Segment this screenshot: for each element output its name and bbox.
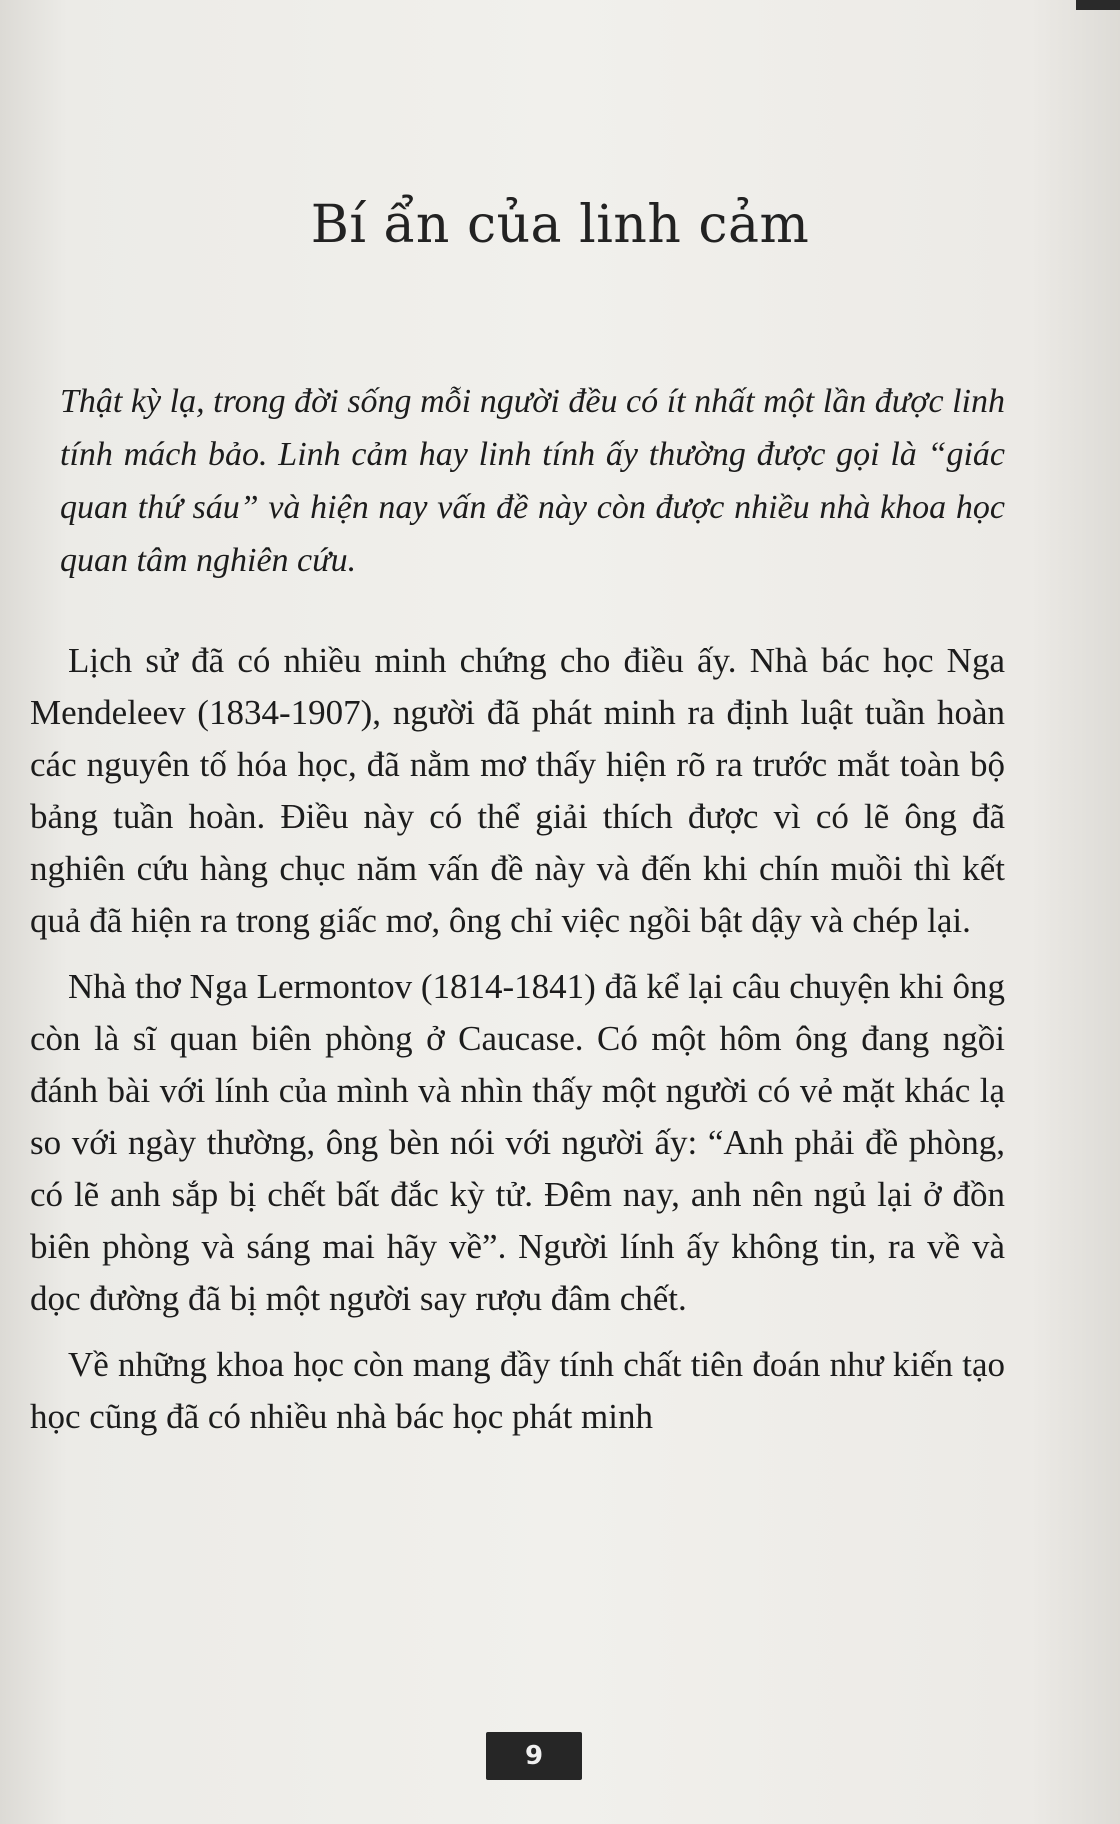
corner-shadow: [1076, 0, 1120, 10]
page-number: 9: [524, 1741, 544, 1771]
intro-paragraph: Thật kỳ lạ, trong đời sống mỗi người đều có ít nhất một lần được linh tính mách bảo. Linh cảm hay linh tính ấy thường được gọi là “giác quan thứ sáu” và hiện nay vấn đề này còn được nhiều nhà khoa học quan tâm nghiên cứu.: [60, 383, 1005, 579]
paragraph-3: Về những khoa học còn mang đầy tính chất tiên đoán như kiến tạo học cũng đã có nhiều nhà bác học phát minh: [30, 1345, 1005, 1436]
paragraph-1: Lịch sử đã có nhiều minh chứng cho điều ấy. Nhà bác học Nga Mendeleev (1834-1907), người đã phát minh ra định luật tuần hoàn các nguyên tố hóa học, đã nằm mơ thấy hiện rõ ra trước mắt toàn bộ bảng tuần hoàn. Điều này có thể giải thích được vì có lẽ ông đã nghiên cứu hàng chục năm vấn đề này và đến khi chín muồi thì kết quả đã hiện ra trong giấc mơ, ông chỉ việc ngồi bật dậy và chép lại.: [30, 641, 1005, 940]
paragraph-2: Nhà thơ Nga Lermontov (1814-1841) đã kể lại câu chuyện khi ông còn là sĩ quan biên phòng ở Caucase. Có một hôm ông đang ngồi đánh bài với lính của mình và nhìn thấy một người có vẻ mặt khác lạ so với ngày thường, ông bèn nói với người ấy: “Anh phải đề phòng, có lẽ anh sắp bị chết bất đắc kỳ tử. Đêm nay, anh nên ngủ lại ở đồn biên phòng và sáng mai hãy về”. Người lính ấy không tin, ra về và dọc đường đã bị một người say rượu đâm chết.: [30, 967, 1006, 1318]
body-text: [30, 635, 1005, 1457]
chapter-title: Bí ẩn của linh cảm: [310, 195, 810, 255]
page-number-badge: [486, 1732, 582, 1780]
